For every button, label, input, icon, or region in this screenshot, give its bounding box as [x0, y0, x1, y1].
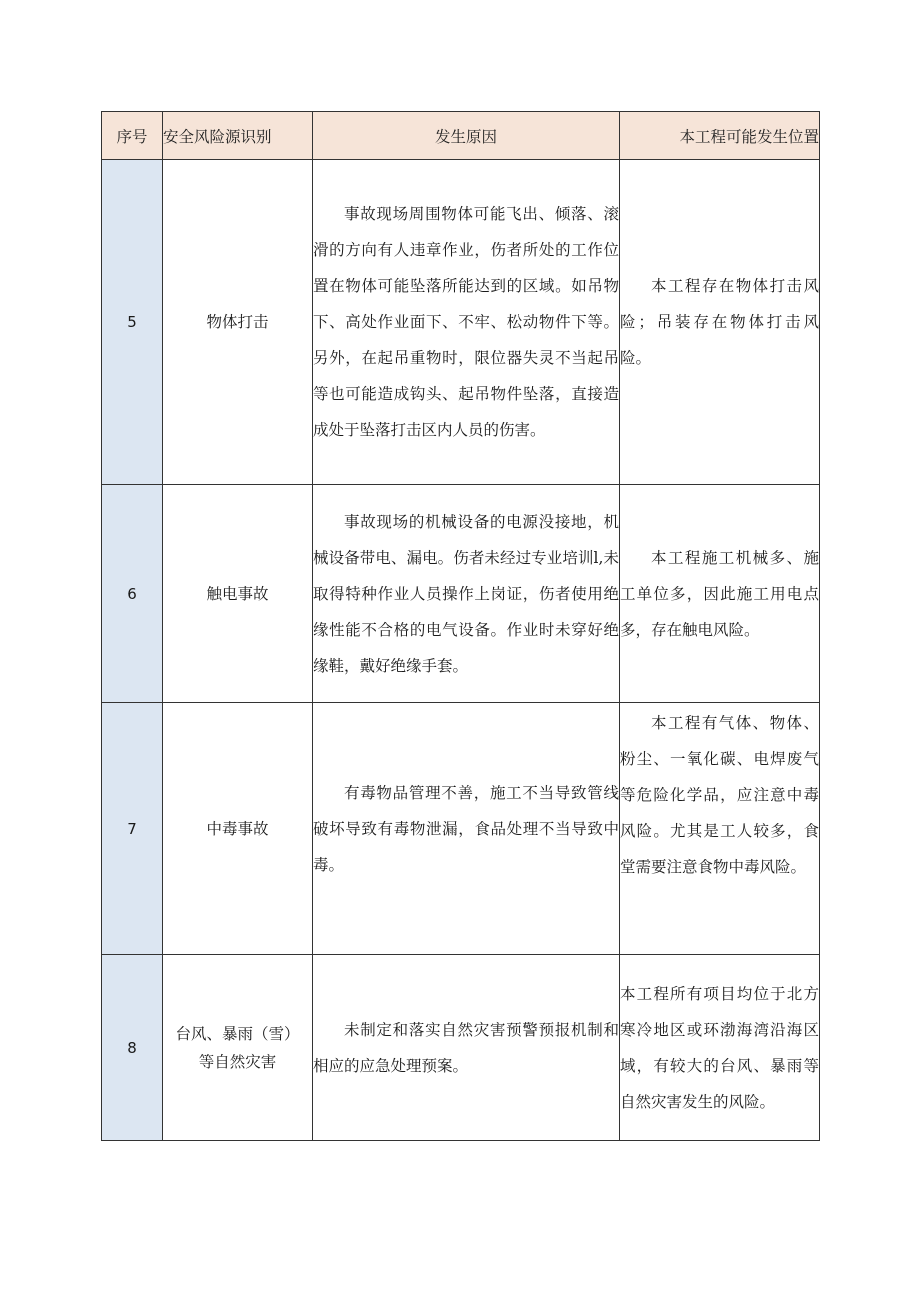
- row-number: 8: [102, 955, 163, 1141]
- header-no: 序号: [102, 112, 163, 160]
- table-row: [102, 485, 820, 703]
- risk-source-line: 台风、暴雨（雪）: [175, 1024, 300, 1043]
- table-row: [102, 160, 820, 485]
- row-number: 6: [102, 485, 163, 703]
- risk-source-line: 等自然灾害: [198, 1052, 277, 1071]
- risk-source: [163, 955, 313, 1141]
- risk-table: [101, 111, 820, 1141]
- table-row: [102, 955, 820, 1141]
- table-row: [102, 703, 820, 955]
- table-header-row: [102, 112, 820, 160]
- header-source: 安全风险源识别: [163, 112, 313, 160]
- risk-location: 本工程存在物体打击风险；吊装存在物体打击风险。: [620, 160, 820, 485]
- risk-location: 本工程施工机械多、施工单位多，因此施工用电点多，存在触电风险。: [620, 485, 820, 703]
- risk-source: 触电事故: [163, 485, 313, 703]
- header-location: 本工程可能发生位置: [620, 112, 820, 160]
- header-cause: 发生原因: [313, 112, 620, 160]
- row-number: 7: [102, 703, 163, 955]
- risk-cause: 有毒物品管理不善，施工不当导致管线破坏导致有毒物泄漏，食品处理不当导致中毒。: [313, 703, 620, 955]
- risk-cause: 未制定和落实自然灾害预警预报机制和相应的应急处理预案。: [313, 955, 620, 1141]
- risk-cause: 事故现场周围物体可能飞出、倾落、滚滑的方向有人违章作业，伤者所处的工作位置在物体可能坠落所能达到的区域。如吊物下、高处作业面下、不牢、松动物件下等。另外，在起吊重物时，限位器失灵不当起吊等也可能造成钩头、起吊物件坠落，直接造成处于坠落打击区内人员的伤害。: [313, 160, 620, 485]
- risk-cause: 事故现场的机械设备的电源没接地，机械设备带电、漏电。伤者未经过专业培训l,未取得特种作业人员操作上岗证，伤者使用绝缘性能不合格的电气设备。作业时未穿好绝缘鞋，戴好绝缘手套。: [313, 485, 620, 703]
- risk-location: 本工程所有项目均位于北方寒冷地区或环渤海湾沿海区域，有较大的台风、暴雨等自然灾害发生的风险。: [620, 955, 820, 1141]
- risk-source: 中毒事故: [163, 703, 313, 955]
- row-number: 5: [102, 160, 163, 485]
- risk-location: 本工程有气体、物体、粉尘、一氧化碳、电焊废气等危险化学品，应注意中毒风险。尤其是工人较多，食堂需要注意食物中毒风险。: [620, 703, 820, 955]
- risk-source: 物体打击: [163, 160, 313, 485]
